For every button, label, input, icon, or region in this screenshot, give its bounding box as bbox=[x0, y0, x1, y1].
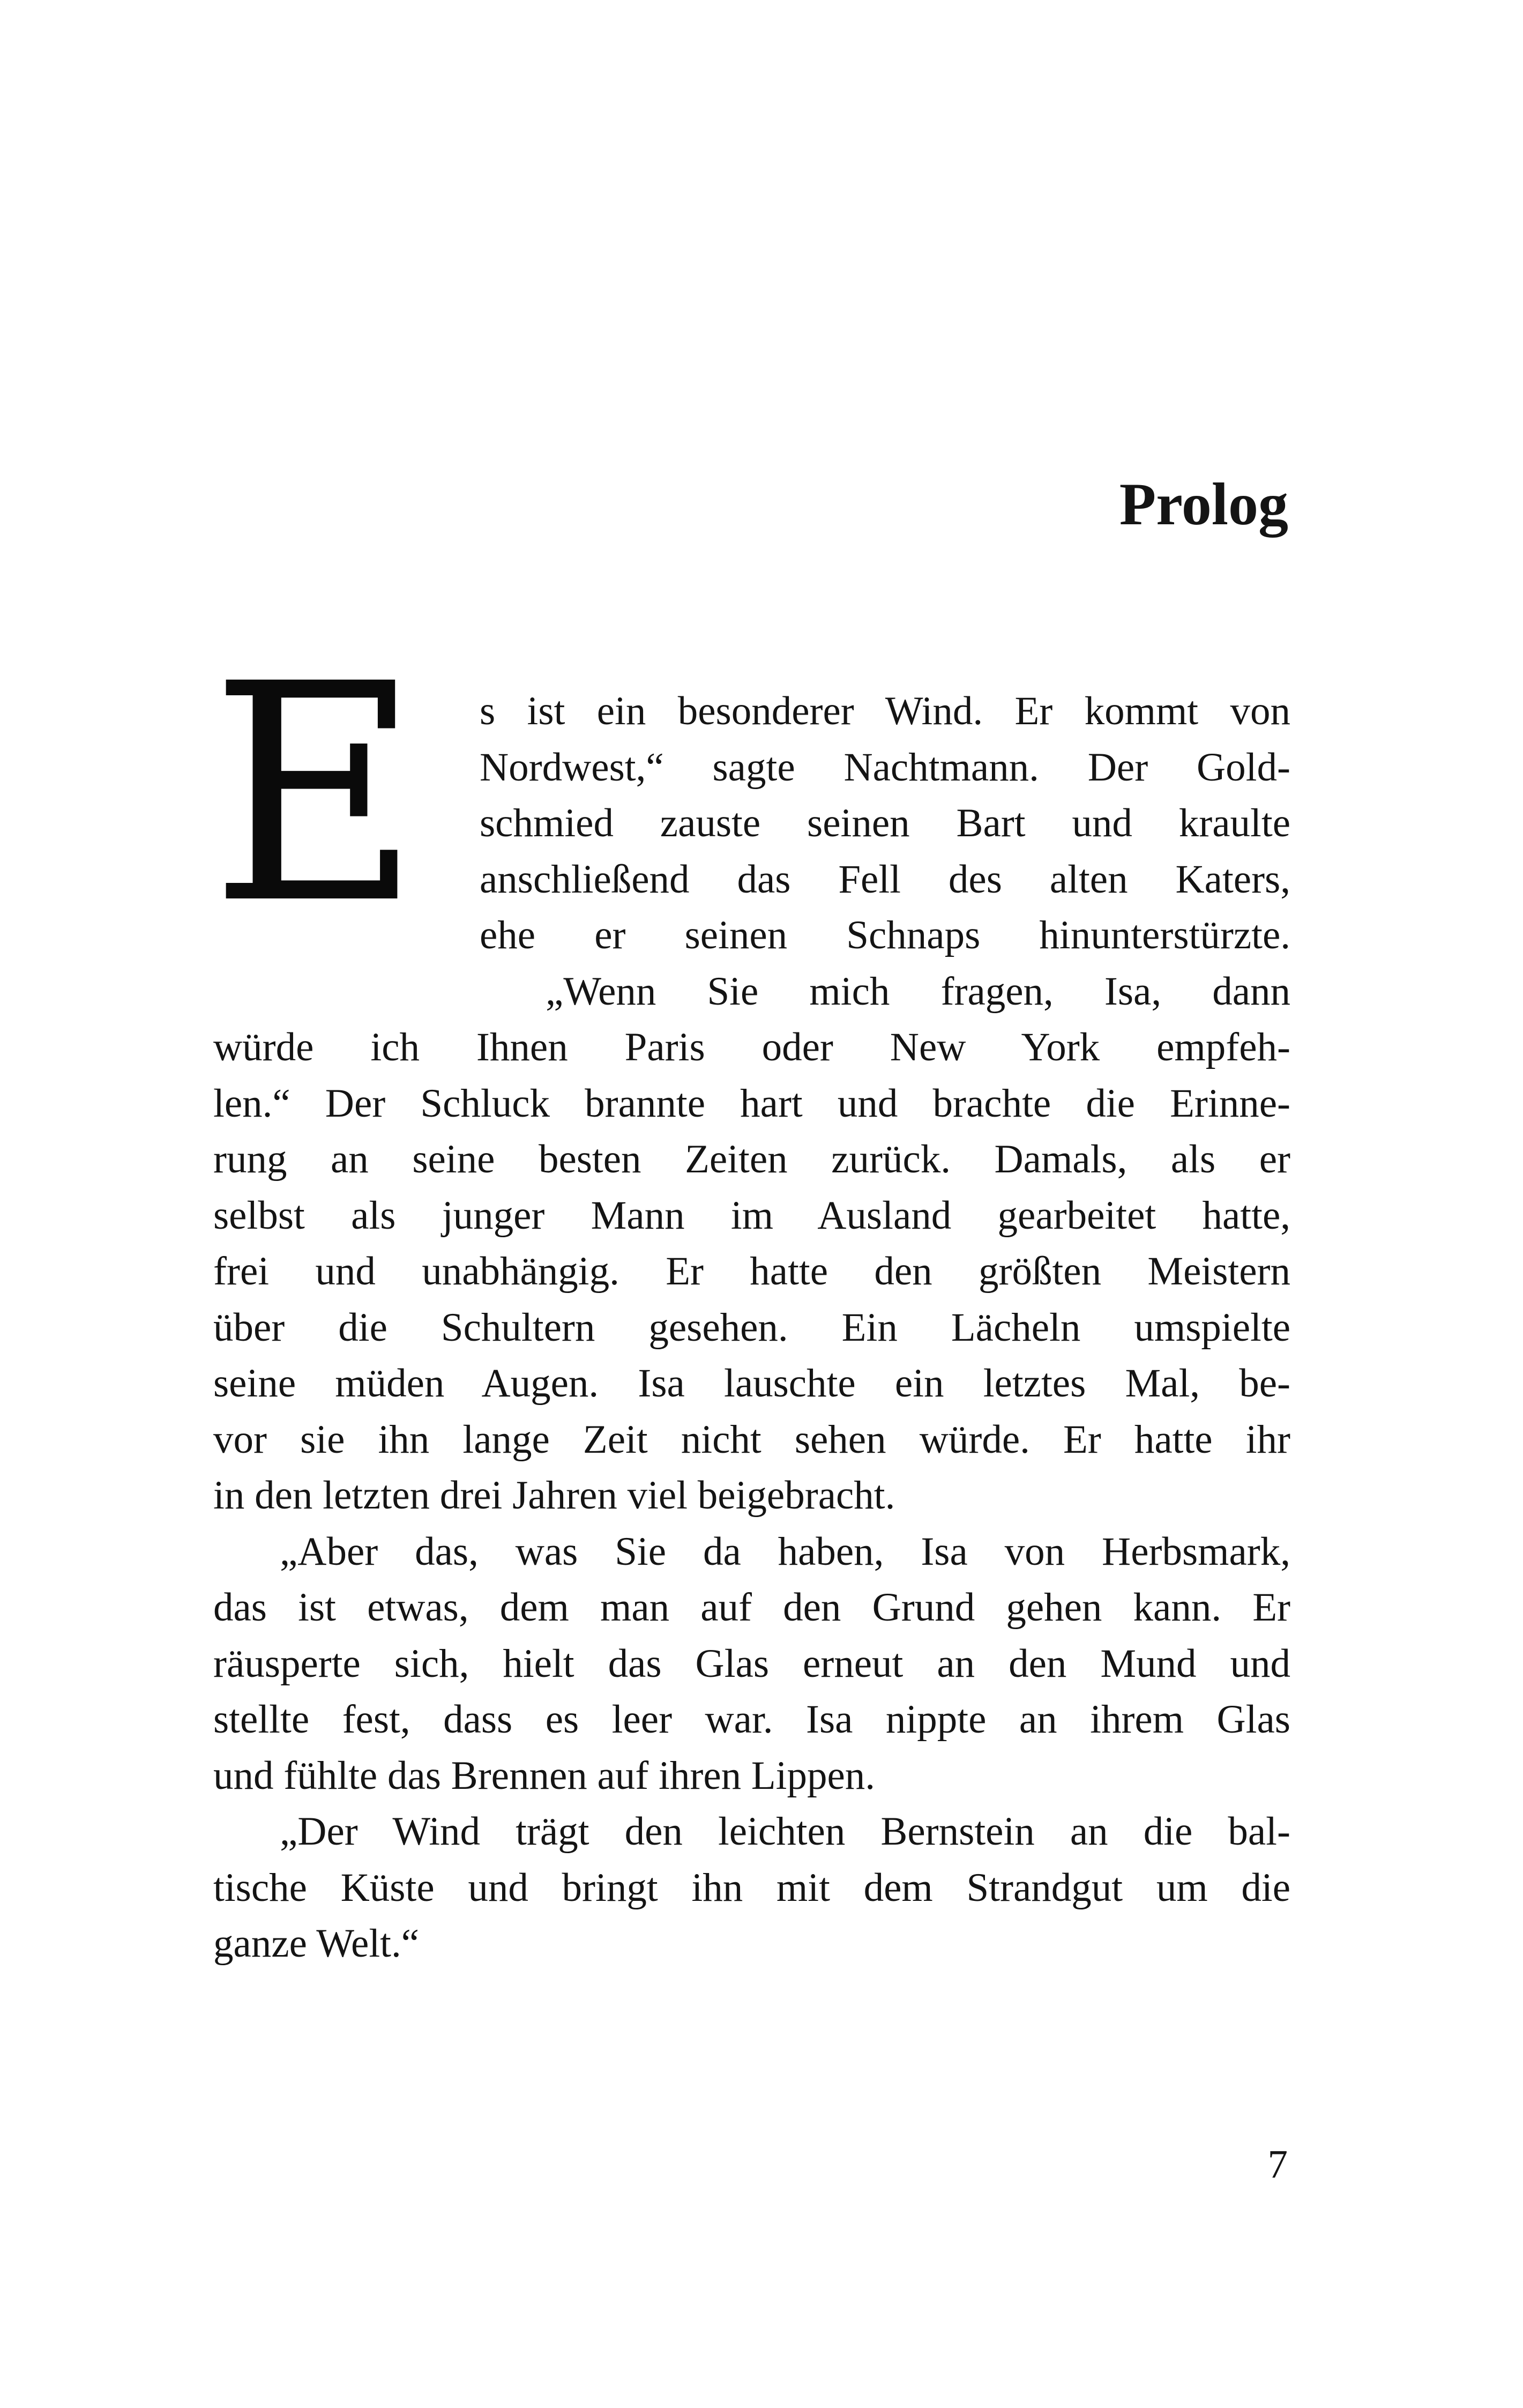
text-line: selbst als junger Mann im Ausland gearbeitet hatte, bbox=[213, 1193, 1290, 1238]
text-line: „Wenn Sie mich fragen, Isa, dann bbox=[546, 969, 1290, 1014]
text-line: ganze Welt.“ bbox=[213, 1921, 420, 1966]
paragraph bbox=[213, 1804, 1290, 1972]
body-text bbox=[210, 620, 1290, 1972]
text-line: „Der Wind trägt den leichten Bernstein an die bal- bbox=[280, 1809, 1290, 1854]
text-line: „Aber das, was Sie da haben, Isa von Herbsmark, bbox=[280, 1529, 1290, 1574]
paragraph bbox=[213, 964, 1290, 1524]
text-line: s ist ein besonderer Wind. Er kommt von bbox=[480, 689, 1290, 733]
text-line: über die Schultern gesehen. Ein Lächeln umspielte bbox=[213, 1305, 1290, 1350]
text-line: tische Küste und bringt ihn mit dem Strandgut um die bbox=[213, 1865, 1290, 1910]
text-line: würde ich Ihnen Paris oder New York empfeh- bbox=[213, 1025, 1290, 1069]
text-line: seine müden Augen. Isa lauschte ein letztes Mal, be- bbox=[213, 1361, 1290, 1406]
paragraph bbox=[213, 1524, 1290, 1804]
opening-paragraph bbox=[210, 620, 1290, 970]
text-line: ehe er seinen Schnaps hinunterstürzte. bbox=[480, 913, 1290, 957]
drop-cap: E bbox=[210, 620, 421, 970]
text-line: rung an seine besten Zeiten zurück. Damals, als er bbox=[213, 1137, 1290, 1181]
chapter-title: Prolog bbox=[1119, 471, 1288, 538]
text-line: stellte fest, dass es leer war. Isa nippte an ihrem Glas bbox=[213, 1697, 1290, 1742]
page-number: 7 bbox=[1267, 2142, 1288, 2187]
text-line: räusperte sich, hielt das Glas erneut an den Mund und bbox=[213, 1641, 1290, 1686]
text-line: schmied zauste seinen Bart und kraulte bbox=[480, 801, 1290, 845]
drop-cap-text bbox=[480, 683, 1290, 964]
text-line: vor sie ihn lange Zeit nicht sehen würde. Er hatte ihr bbox=[213, 1417, 1290, 1462]
text-line: anschließend das Fell des alten Katers, bbox=[480, 857, 1290, 902]
text-line: das ist etwas, dem man auf den Grund gehen kann. Er bbox=[213, 1585, 1290, 1630]
text-line: Nordwest,“ sagte Nachtmann. Der Gold- bbox=[480, 745, 1290, 790]
text-line: len.“ Der Schluck brannte hart und brachte die Erinne- bbox=[213, 1081, 1290, 1126]
text-line: in den letzten drei Jahren viel beigebracht. bbox=[213, 1473, 895, 1518]
text-line: frei und unabhängig. Er hatte den größten Meistern bbox=[213, 1249, 1290, 1294]
text-line: und fühlte das Brennen auf ihren Lippen. bbox=[213, 1753, 876, 1798]
